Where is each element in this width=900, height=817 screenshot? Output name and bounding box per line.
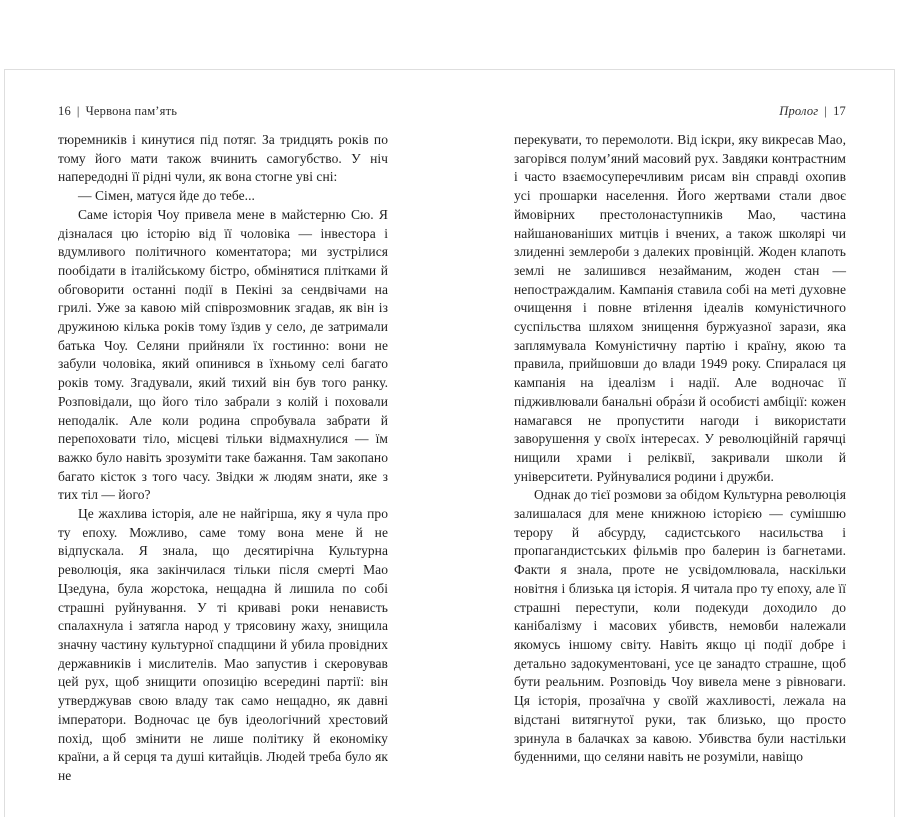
left-page-body: [58, 131, 388, 786]
right-page: [514, 103, 846, 767]
left-running-head: [58, 103, 388, 119]
body-paragraph: перекувати, то перемолоти. Від іскри, яку викресав Мао, загорівся полум’яний масовий рух. Завдяки контрастним і часто взаємосуперечливим рисам він справді охопив усі прошарки населення. Його жертвами стали двоє ймовірних престолонаступників Мао, частина найшанованіших митців і вчених, а також школярі чи злиденні землероби з далеких провінцій. Жоден клапоть землі не залишився незайманим, жоден стан — непостраждалим. Кампанія ставила собі на меті духовне очищення і повне втілення ідеалів комуністичного суспільства шляхом знищення буржуазної зарази, яка заплямувала Комуністичну партію і країну, якою та правила, прийшовши до влади 1949 року. Спиралася ця кампанія на ідеалізм і надії. Але водночас її підживлювали банальні обра́зи й особисті амбіції: кожен намагався не пропустити нагоди і використати заворушення у своїх інтересах. У революційній гарячці нищили храми і реліквії, закривали школи й університети. Руйнувалися родини і дружби.: [514, 132, 846, 484]
left-header-separator: |: [76, 104, 80, 118]
body-paragraph: Це жахлива історія, але не найгірша, яку я чула про ту епоху. Можливо, саме тому вона мене й не відпускала. Я знала, що десятирічна Культурна революція, яка закінчилася тільки після смерті Мао Цзедуна, була жорстока, нещадна й лишила по собі страшні руйнування. У ті криваві роки ненависть спалахнула і затягла народ у трясовину жаху, знищила значну частину культурної спадщини й убила провідних державників і мислителів. Мао запустив і скеровував цей рух, щоб знищити опозицію всередині партії: він утверджував свою владу так само нещадно, як давні імператори. Водночас це був ідеологічний хрестовий похід, щоб змінити не лише політику й економіку країни, а й серця та душі китайців. Людей треба було як не: [58, 506, 388, 783]
right-page-number: 17: [833, 104, 846, 118]
left-page-number: 16: [58, 104, 71, 118]
right-page-body: [514, 131, 846, 767]
left-page: [58, 103, 388, 786]
right-header-separator: |: [824, 104, 828, 118]
body-paragraph: Однак до тієї розмови за обідом Культурна революція залишалася для мене книжною історією — сумішшю терору й абсурду, садистського насильства і пропагандистських фільмів про балерин із багнетами. Факти я знала, проте не усвідомлювала, наскільки новітня і близька ця історія. Я читала про ту епоху, але її страшні переступи, коли подекуди доходило до канібалізму і масових убивств, немовби належали якомусь іншому світу. Навіть якщо ці події добре і детально задокументовані, усе це занадто страшне, щоб бути реальним. Розповідь Чоу вивела мене з рівноваги. Ця історія, прозаїчна у своїй жахливості, лежала на відстані витягнутої руки, так близько, що просто зринула в балачках за кавою. Убивства були настільки буденними, що селяни навіть не розуміли, навіщо: [514, 487, 846, 765]
body-paragraph: тюремників і кинутися під потяг. За тридцять років по тому його мати також вчинить самогубство. У ніч напередодні її рідні чули, як вона стогне уві сні:: [58, 132, 388, 185]
left-running-title: Червона пам’ять: [85, 104, 178, 118]
body-paragraph: Саме історія Чоу привела мене в майстерню Сю. Я дізналася цю історію від її чоловіка — інвестора і вдумливого політичного коментатора; ми зустрілися пообідати в італійському бістро, обмінятися плітками й обговорити останні події в Пекіні за сендвічами на грилі. Уже за кавою мій співрозмовник згадав, як він із дружиною кілька років тому їздив у село, де затримали батька Чоу. Селяни прийняли їх гостинно: вони не забули чоловіка, який опинився в їхньому селі багато років тому. Згадували, який тихий він був того ранку. Розповідали, що його тіло забрали з колій і поховали неподалік. Але коли родина спробувала забрати й перепоховати тіло, місцеві тільки відмахнулися — їм важко було навіть зрозуміти таке бажання. Там закопано багато кісток з того часу. Звідки ж людям знати, яке з тих тіл — його?: [58, 206, 388, 503]
right-running-head: [514, 103, 846, 119]
right-running-title: Пролог: [779, 104, 819, 118]
dialogue-line: — Сімен, матуся йде до тебе...: [78, 188, 255, 204]
